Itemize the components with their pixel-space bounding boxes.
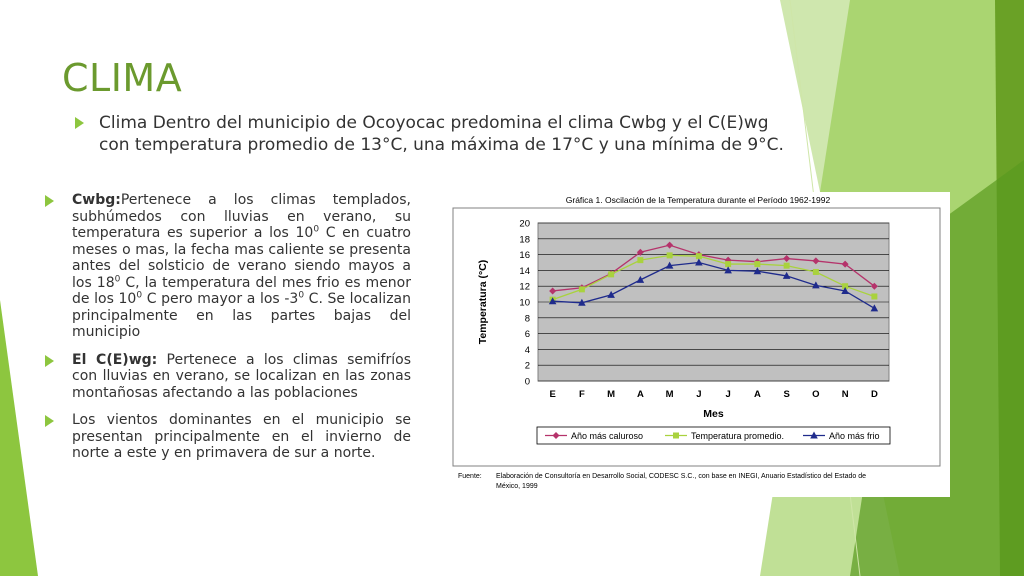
data-point: [608, 271, 614, 277]
source-label: Fuente:: [458, 473, 482, 480]
bullet-text-cwbg: Cwbg:Pertenece a los climas templados, subhúmedos con lluvias en verano, su temperatura es superior a los $10^0$ C en cuatro meses o mas, la fecha mas caliente se presenta antes del solsticio de verano siendo mayos a los $18^0$ C, la temperatura del mes frio es menor de los $10^0$ C pero mayor a los $-3^0$ C. Se localizan principalmente en las partes bajas del municipio: [72, 192, 412, 340]
x-tick-label: S: [783, 389, 790, 400]
legend-label: Año más caluroso: [571, 431, 644, 441]
x-tick-label: M: [665, 389, 674, 400]
y-tick-label: 6: [524, 329, 530, 341]
data-point: [667, 252, 673, 258]
legend-marker: [673, 433, 679, 439]
x-tick-label: F: [578, 389, 585, 400]
bullet-arrow-icon: [45, 415, 54, 427]
legend-label: Temperatura promedio.: [691, 431, 785, 441]
y-tick-label: 0: [524, 376, 530, 388]
x-tick-label: M: [607, 389, 616, 400]
deco-shape-left: [0, 300, 38, 576]
y-axis-label: Temperatura (°C): [477, 259, 489, 345]
data-point: [784, 263, 790, 269]
y-tick-label: 20: [519, 218, 530, 230]
bullet-item: [45, 352, 411, 402]
data-point: [579, 286, 585, 292]
data-point: [637, 257, 643, 263]
x-tick-label: J: [725, 389, 731, 400]
y-tick-label: 2: [524, 360, 530, 372]
x-tick-label: A: [753, 389, 761, 400]
y-tick-label: 10: [519, 297, 530, 309]
data-point: [754, 261, 760, 267]
lead-text: Clima Dentro del municipio de Ocoyocac predomina el clima Cwbg y el C(E)wg con temperatura promedio de 13°C, una máxima de 17°C y una mínima de 9°C.: [99, 113, 784, 155]
chart-svg: [446, 192, 950, 497]
legend-label: Año más frio: [829, 431, 880, 441]
y-tick-label: 12: [519, 281, 530, 293]
data-point: [813, 269, 819, 275]
bullet-text-vientos: Los vientos dominantes en el municipio se presentan principalmente en el invierno de norte a este y en primavera de sur a norte.: [72, 412, 411, 461]
bullet-arrow-icon: [45, 195, 54, 207]
y-tick-label: 14: [519, 265, 530, 277]
x-tick-label: A: [636, 389, 644, 400]
bullet-arrow-icon: [75, 117, 84, 129]
source-line: México, 1999: [496, 483, 538, 490]
source-line: Elaboración de Consultoría en Desarrollo Social, CODESC S.C., con base en INEGI, Anuario Estadístico del Estado de: [496, 473, 867, 480]
x-tick-label: O: [812, 389, 820, 400]
bullet-list: [45, 192, 411, 473]
y-tick-label: 8: [524, 313, 530, 325]
bullet-item: [45, 412, 411, 462]
data-point: [725, 261, 731, 267]
chart-title: Gráfica 1. Oscilación de la Temperatura durante el Período 1962-1992: [565, 195, 831, 205]
y-tick-label: 18: [519, 234, 530, 246]
bullet-text-cewg: El C(E)wg: Pertenece a los climas semifríos con lluvias en verano, se localizan en las zonas montañosas afectando a las poblaciones: [72, 351, 411, 401]
lead-paragraph: [75, 112, 795, 156]
x-tick-label: N: [841, 389, 849, 400]
data-point: [871, 293, 877, 299]
slide-title: CLIMA: [62, 56, 183, 100]
x-axis-label: Mes: [703, 408, 724, 420]
y-tick-label: 4: [524, 344, 530, 356]
bullet-arrow-icon: [45, 355, 54, 367]
data-point: [696, 253, 702, 259]
y-tick-label: 16: [519, 250, 530, 262]
x-tick-label: E: [549, 389, 556, 400]
x-tick-label: D: [870, 389, 878, 400]
bullet-item: [45, 192, 411, 341]
temperature-chart: [446, 192, 950, 497]
x-tick-label: J: [696, 389, 702, 400]
